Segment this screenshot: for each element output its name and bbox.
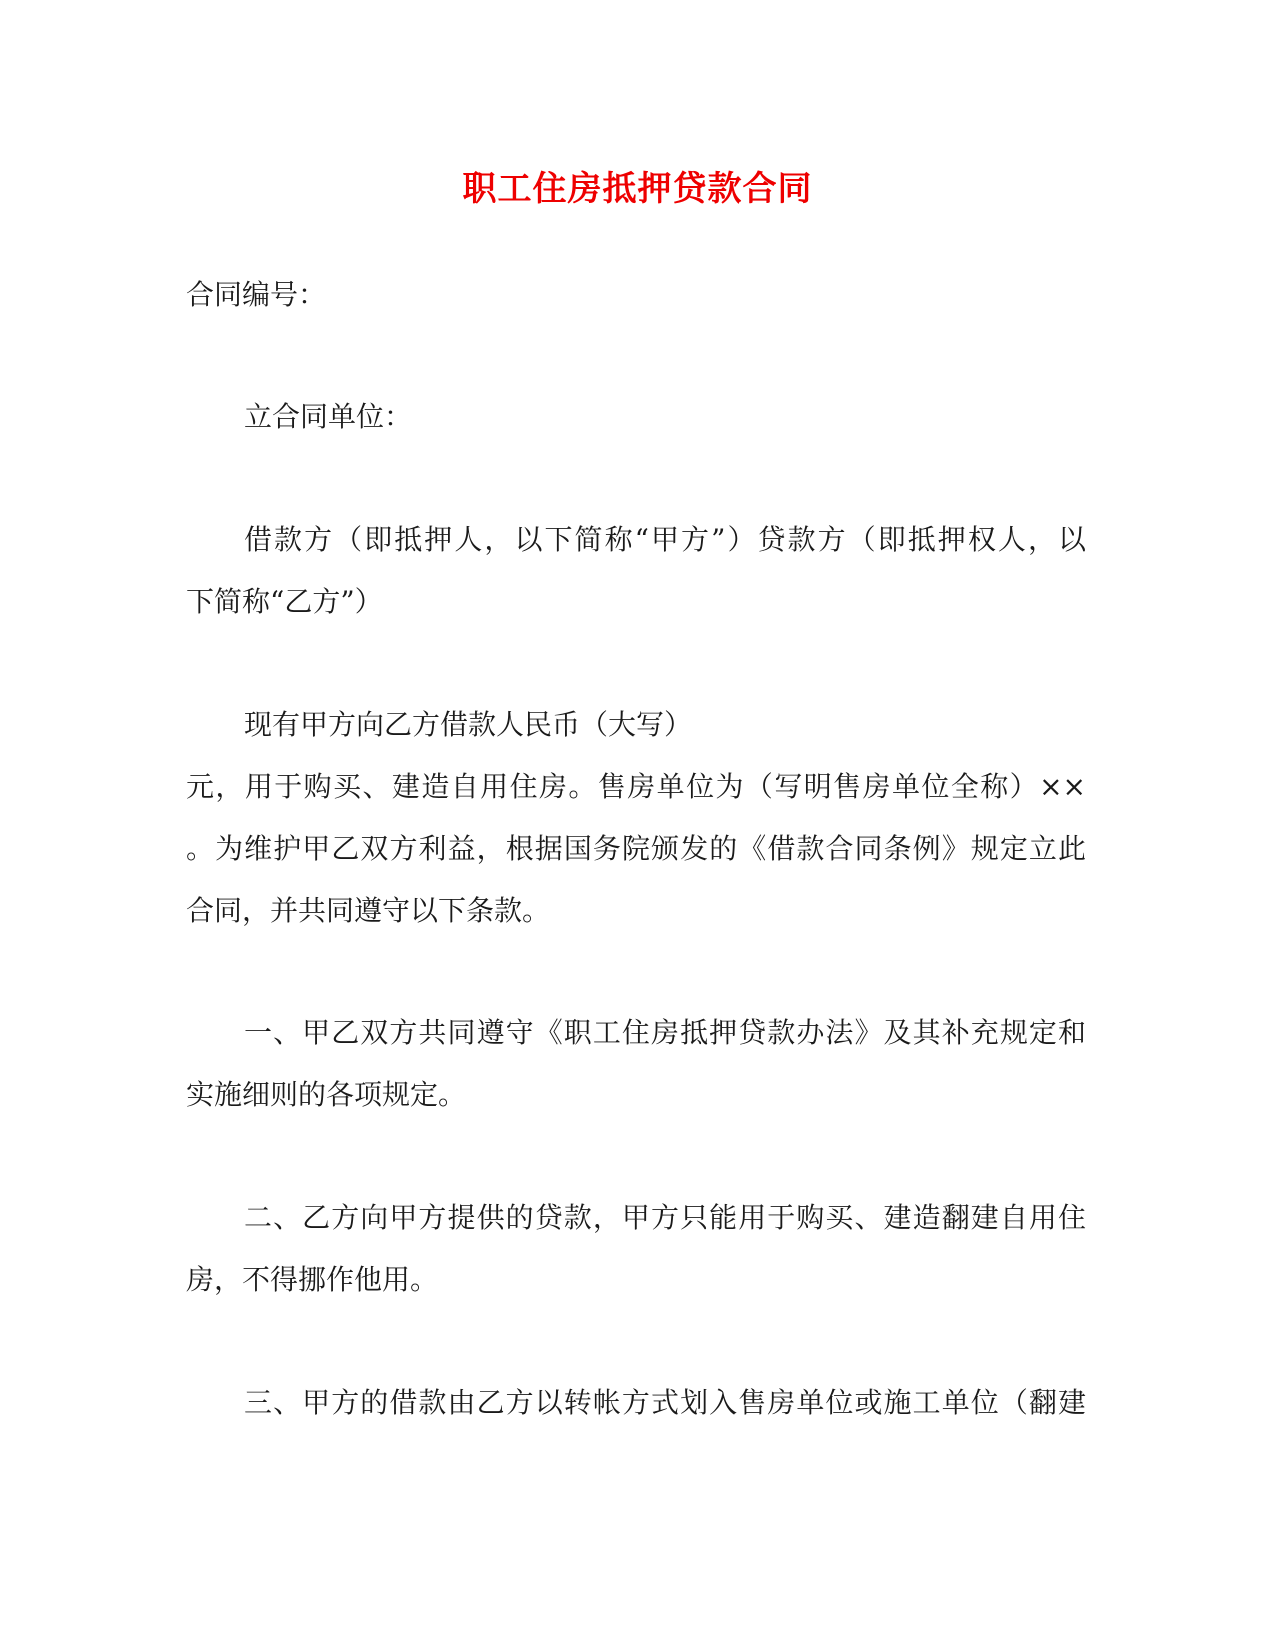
parties-paragraph-line-2: 下简称“乙方”） (186, 585, 383, 618)
loan-paragraph-line-1: 现有甲方向乙方借款人民币（大写） (244, 708, 693, 741)
clause-2-line-1: 二、乙方向甲方提供的贷款，甲方只能用于购买、建造翻建自用住 (244, 1201, 1086, 1234)
loan-paragraph-line-3: 。为维护甲乙双方利益，根据国务院颁发的《借款合同条例》规定立此 (186, 832, 1086, 865)
clause-2-line-2: 房，不得挪作他用。 (186, 1263, 439, 1296)
parties-paragraph-line-1: 借款方（即抵押人，以下简称“甲方”）贷款方（即抵押权人，以 (244, 523, 1086, 556)
clause-1-line-2: 实施细则的各项规定。 (186, 1078, 467, 1111)
loan-paragraph-line-4: 合同，并共同遵守以下条款。 (186, 894, 551, 927)
loan-paragraph-line-2: 元，用于购买、建造自用住房。售房单位为（写明售房单位全称）×× (186, 770, 1086, 803)
clause-1-line-1: 一、甲乙双方共同遵守《职工住房抵押贷款办法》及其补充规定和 (244, 1016, 1086, 1049)
contracting-parties-line: 立合同单位： (244, 400, 413, 433)
document-title: 职工住房抵押贷款合同 (462, 169, 813, 209)
contract-number-line: 合同编号： (186, 278, 327, 311)
clause-3-line-1: 三、甲方的借款由乙方以转帐方式划入售房单位或施工单位（翻建 (244, 1386, 1086, 1419)
